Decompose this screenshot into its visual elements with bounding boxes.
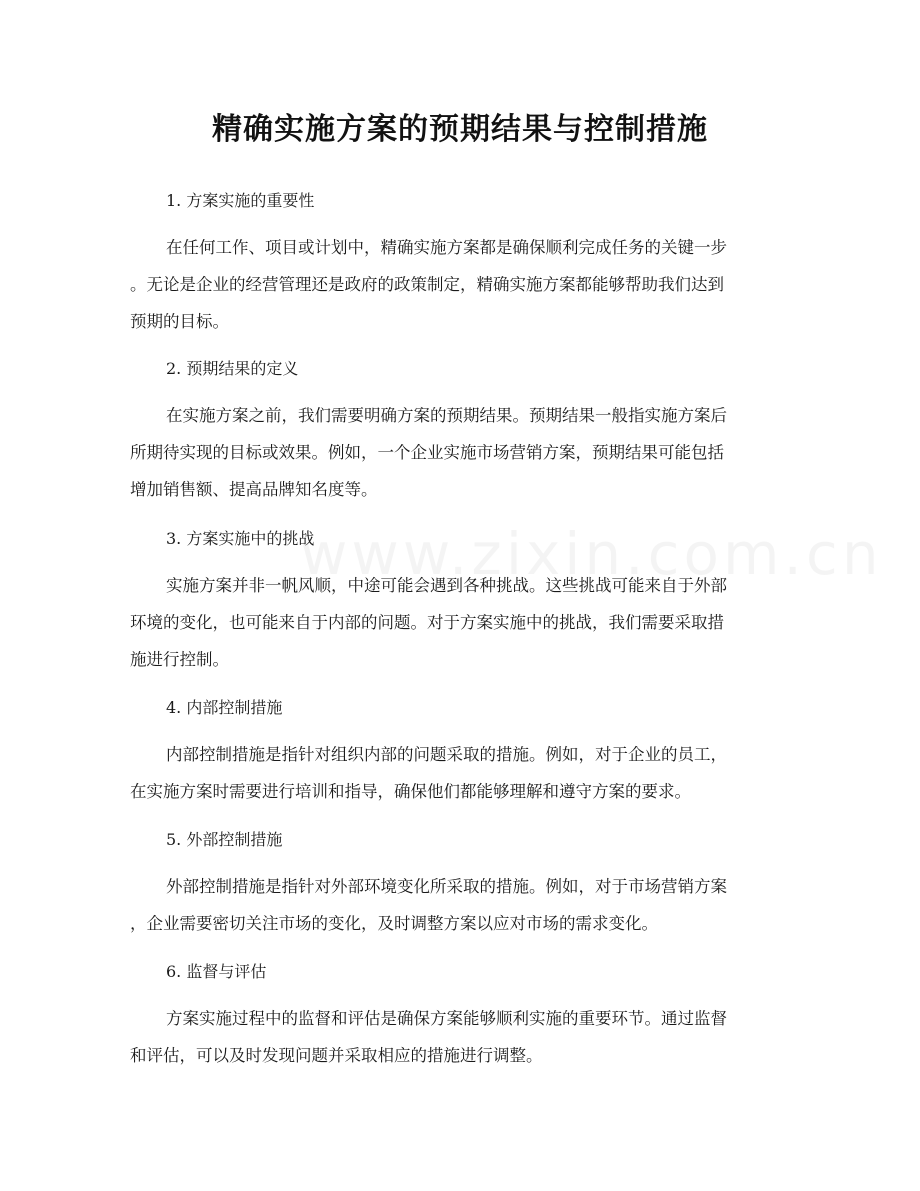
paragraph-line: 外部控制措施是指针对外部环境变化所采取的措施。例如，对于市场营销方案 — [166, 877, 727, 896]
paragraph-line: 实施方案并非一帆风顺，中途可能会遇到各种挑战。这些挑战可能来自于外部 — [166, 576, 727, 595]
paragraph-line: 环境的变化，也可能来自于内部的问题。对于方案实施中的挑战，我们需要采取措 — [130, 613, 724, 632]
paragraph-line: 和评估，可以及时发现问题并采取相应的措施进行调整。 — [130, 1046, 543, 1065]
paragraph-line: 在实施方案时需要进行培训和指导，确保他们都能够理解和遵守方案的要求。 — [130, 782, 691, 801]
section-paragraph — [130, 397, 790, 508]
paragraph-line: 在任何工作、项目或计划中，精确实施方案都是确保顺利完成任务的关键一步 — [166, 238, 727, 257]
section-paragraph — [130, 1000, 790, 1074]
section-paragraph — [130, 229, 790, 340]
section-heading: 1. 方案实施的重要性 — [166, 191, 315, 210]
section-paragraph — [130, 736, 790, 810]
paragraph-line: 施进行控制。 — [130, 650, 229, 669]
paragraph-line: 预期的目标。 — [130, 312, 229, 331]
paragraph-line: 方案实施过程中的监督和评估是确保方案能够顺利实施的重要环节。通过监督 — [166, 1009, 727, 1028]
paragraph-line: ，企业需要密切关注市场的变化，及时调整方案以应对市场的需求变化。 — [130, 914, 658, 933]
paragraph-line: 所期待实现的目标或效果。例如，一个企业实施市场营销方案，预期结果可能包括 — [130, 443, 724, 462]
paragraph-line: 。无论是企业的经营管理还是政府的政策制定，精确实施方案都能够帮助我们达到 — [130, 275, 724, 294]
section-heading: 2. 预期结果的定义 — [166, 359, 299, 378]
section-heading: 3. 方案实施中的挑战 — [166, 529, 315, 548]
section-heading: 5. 外部控制措施 — [166, 830, 283, 849]
paragraph-line: 内部控制措施是指针对组织内部的问题采取的措施。例如，对于企业的员工， — [166, 745, 727, 764]
section-heading: 4. 内部控制措施 — [166, 698, 283, 717]
section-heading: 6. 监督与评估 — [166, 962, 267, 981]
paragraph-line: 增加销售额、提高品牌知名度等。 — [130, 480, 378, 499]
document-title: 精确实施方案的预期结果与控制措施 — [212, 112, 708, 147]
section-paragraph — [130, 868, 790, 942]
paragraph-line: 在实施方案之前，我们需要明确方案的预期结果。预期结果一般指实施方案后 — [166, 406, 727, 425]
section-paragraph — [130, 567, 790, 678]
